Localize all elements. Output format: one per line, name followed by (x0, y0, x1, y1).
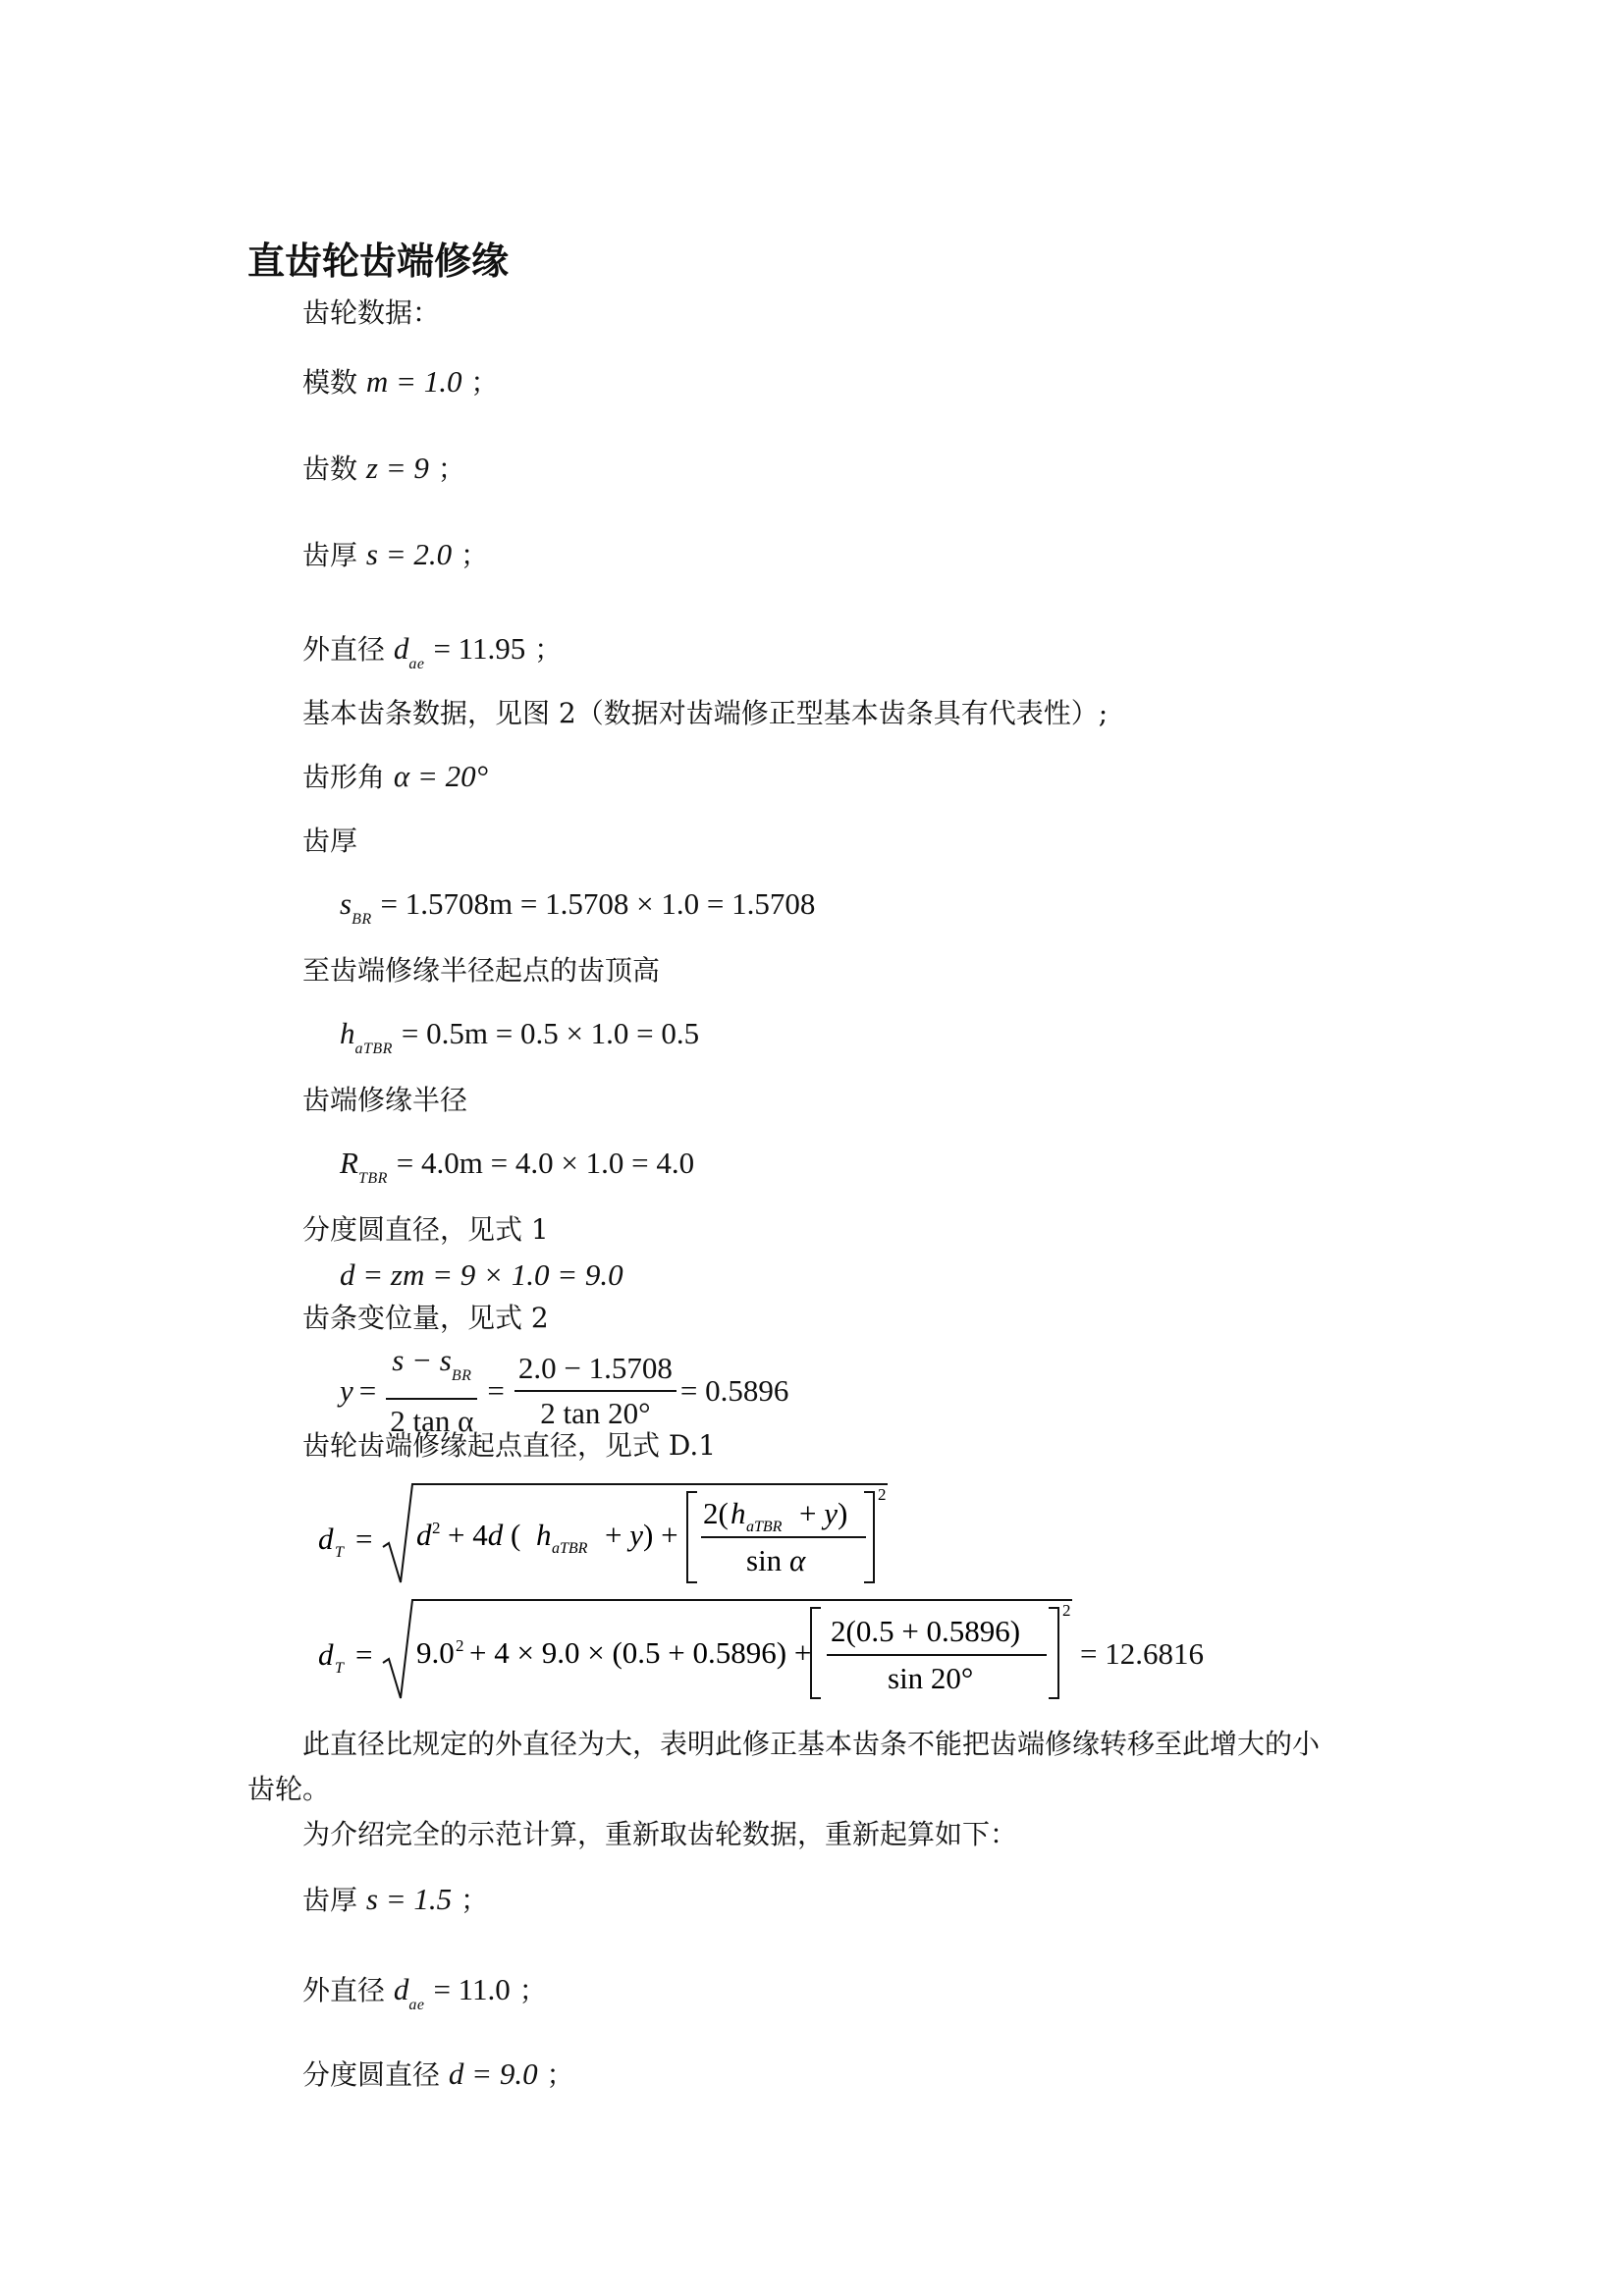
svg-text:T: T (335, 1660, 344, 1677)
dt-result: = 12.6816 (1080, 1636, 1204, 1671)
sbr-formula: $s_{BR} = 1.5708m = 1.5708 \times 1.0 = 1.5708$ (340, 886, 816, 928)
thickness-line: 齿厚 s = 2.0 ； (302, 537, 489, 571)
svg-text:2: 2 (456, 1636, 464, 1655)
shift-heading: 齿条变位量，见式 2 (302, 1302, 549, 1334)
svg-text:h: h (731, 1496, 746, 1530)
pitch-formula: d = zm = 9 × 1.0 = 9.0 (340, 1257, 623, 1292)
svg-text:+ 4 × 9.0 × (0.5 + 0.5896) +: + 4 × 9.0 × (0.5 + 0.5896) + (469, 1635, 812, 1670)
thickness-heading: 齿厚 (302, 825, 358, 857)
module-expr: m = 1.0 (365, 364, 462, 399)
thickness-expr: s = 2.0 (365, 537, 453, 571)
svg-text:h: h (536, 1518, 552, 1552)
outer-diameter-line: 外直径 $d_{ae} = 11.95$ ； (302, 631, 563, 672)
addendum-heading: 至齿端修缘半径起点的齿顶高 (302, 954, 661, 987)
shift-formula: y = $\frac{s - s_{BR}}{\text{2 tan α}}$ = $\frac{2.0 - 1.5708}{2 \tan 20^\circ}$ = 0.5896 (340, 1343, 789, 1438)
new-thickness-expr: s = 1.5 (365, 1882, 453, 1916)
pressure-angle-line: 齿形角 α = 20° (302, 759, 489, 793)
pitch-heading: 分度圆直径，见式 1 (302, 1213, 549, 1246)
svg-text:d: d (318, 1522, 334, 1556)
svg-text:sin 20°: sin 20° (888, 1661, 974, 1695)
svg-text:2(0.5 + 0.5896): 2(0.5 + 0.5896) (831, 1614, 1021, 1648)
start-dia-heading: 齿轮齿端修缘起点直径，见式 D.1 (302, 1429, 717, 1462)
new-pitch-line: 分度圆直径 d = 9.0 ； (302, 2056, 574, 2091)
svg-text:d: d (416, 1518, 432, 1552)
svg-text:2(: 2( (703, 1496, 729, 1530)
svg-text:d: d (318, 1637, 334, 1672)
module-line: 模数 m = 1.0 ； (302, 364, 499, 399)
rack-data-line: 基本齿条数据，见图 2（数据对齿端修正型基本齿条具有代表性）; (302, 697, 1109, 729)
teeth-expr: z = 9 (365, 451, 429, 485)
svg-text:sin α: sin α (746, 1543, 806, 1577)
svg-text:+ 4d (: + 4d ( (448, 1518, 521, 1552)
teeth-line: 齿数 z = 9 ； (302, 451, 465, 485)
radius-heading: 齿端修缘半径 (302, 1084, 468, 1116)
outer-diameter-value: = 11.95 (433, 631, 526, 666)
svg-text:aTBR: aTBR (746, 1519, 783, 1535)
svg-text:9.0: 9.0 (416, 1635, 455, 1670)
page-title: 直齿轮齿端修缘 (247, 240, 510, 283)
conclusion-line-1: 此直径比规定的外直径为大，表明此修正基本齿条不能把齿端修缘转移至此增大的小 (302, 1728, 1321, 1760)
recalc-line: 为介绍完全的示范计算，重新取齿轮数据，重新起算如下： (302, 1818, 1018, 1850)
dt-general-svg (318, 1478, 907, 1596)
hatbr-formula: $h_{aTBR} = 0.5m = 0.5 \times 1.0 = 0.5$ (340, 1016, 700, 1057)
svg-text:=: = (355, 1522, 373, 1556)
svg-text:aTBR: aTBR (552, 1540, 588, 1557)
pressure-angle-expr: α = 20° (393, 759, 489, 793)
new-outer-diameter-value: = 11.0 (433, 1972, 511, 2006)
svg-text:+ y) +: + y) + (605, 1518, 678, 1552)
shift-result: = 0.5896 (679, 1373, 789, 1408)
new-thickness-line: 齿厚 s = 1.5 ； (302, 1882, 489, 1916)
svg-text:2: 2 (878, 1485, 887, 1504)
gear-data-heading: 齿轮数据： (302, 296, 441, 329)
svg-text:+ y): + y) (799, 1496, 848, 1530)
new-pitch-expr: d = 9.0 (448, 2056, 538, 2091)
svg-text:2: 2 (432, 1519, 441, 1537)
svg-text:2: 2 (1062, 1601, 1071, 1620)
rtbr-formula: $R_{TBR} = 4.0m = 4.0 \times 1.0 = 4.0$ (340, 1146, 695, 1187)
conclusion-line-2: 齿轮。 (247, 1773, 331, 1805)
svg-text:T: T (335, 1544, 344, 1561)
new-outer-diameter-line: 外直径 $d_{ae} = 11.0$ ； (302, 1972, 547, 2013)
svg-text:=: = (355, 1637, 373, 1672)
